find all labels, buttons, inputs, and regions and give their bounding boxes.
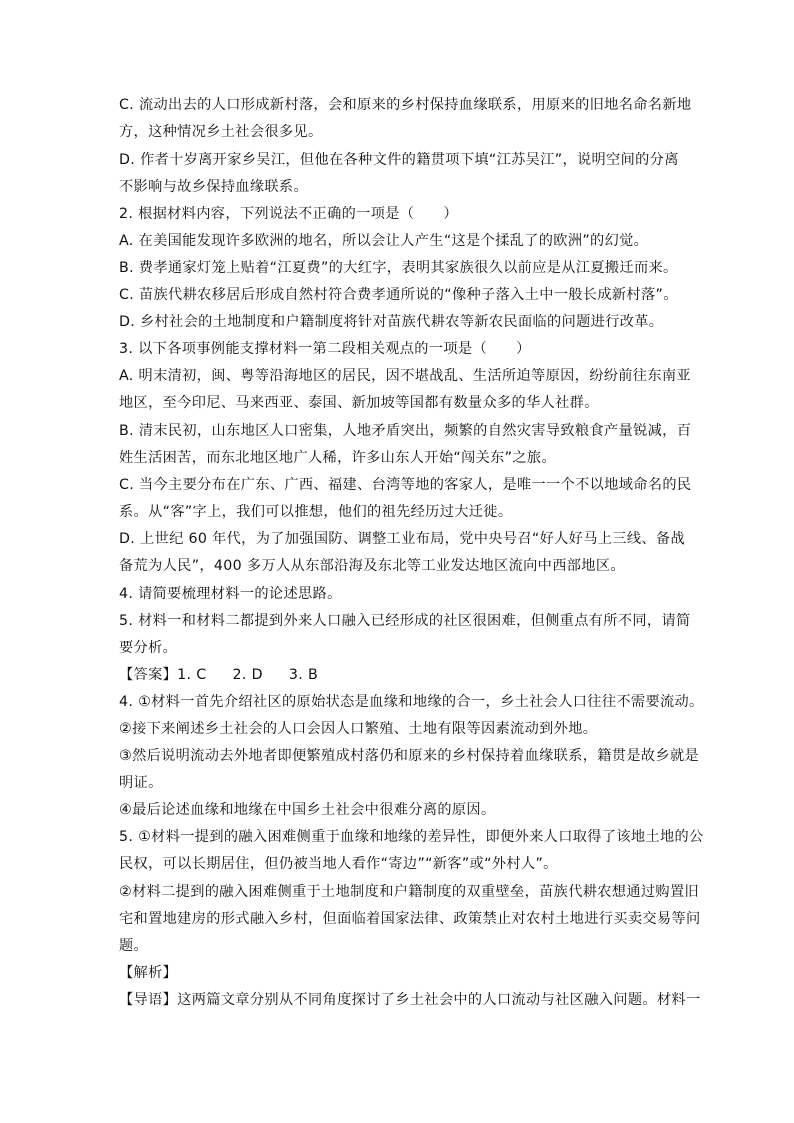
text-line: 地区，至今印尼、马来西亚、泰国、新加坡等国都有数量众多的华人社群。 <box>119 395 599 411</box>
question-5: 5. 材料一和材料二都提到外来人口融入已经形成的社区很困难，但侧重点有所不同，请简 <box>119 613 691 629</box>
question-2: 2. 根据材料内容，下列说法不正确的一项是（ ） <box>119 206 458 222</box>
text-line: 要分析。 <box>119 640 178 656</box>
text-line: D. 作者十岁离开家乡吴江，但他在各种文件的籍贯项下填“江苏吴江”，说明空间的分离 <box>119 152 679 168</box>
answer-label: 【答案】 <box>119 667 178 683</box>
text-line: 宅和置地建房的形式融入乡村，但面临着国家法律、政策禁止对农村土地进行买卖交易等问 <box>119 911 701 927</box>
text-line: ②材料二提到的融入困难侧重于土地制度和户籍制度的双重壁垒，苗族代耕农想通过购置旧 <box>119 884 700 900</box>
option-d: D. 乡村社会的土地制度和户籍制度将针对苗族代耕农等新农民面临的问题进行改革。 <box>119 314 664 330</box>
question-4: 4. 请简要梳理材料一的论述思路。 <box>119 586 342 602</box>
text-line: 备荒为人民”，400 多万人从东部沿海及东北等工业发达地区流向中西部地区。 <box>119 558 625 574</box>
answer-item: 3. B <box>288 667 319 683</box>
option-a: A. 明末清初，闽、粤等沿海地区的居民，因不堪战乱、生活所迫等原因，纷纷前往东南亚 <box>119 368 691 384</box>
text-line: 民权，可以长期居住，但仍被当地人看作“寄边”“新客”或“外村人”。 <box>119 856 558 872</box>
answer-4-line: 4. ①材料一首先介绍社区的原始状态是血缘和地缘的合一，乡土社会人口往往不需要流动。 <box>119 694 704 710</box>
text-line: C. 流动出去的人口形成新村落，会和原来的乡村保持血缘联系，用原来的旧地名命名新地 <box>119 97 692 113</box>
option-c: C. 苗族代耕农移居后形成自然村符合费孝通所说的“像种子落入土中一般长成新村落”。 <box>119 287 678 303</box>
answer-item: 2. D <box>232 667 263 683</box>
text-line: 方，这种情况乡土社会很多见。 <box>119 124 323 140</box>
analysis-heading: 【解析】 <box>119 965 178 981</box>
option-a: A. 在美国能发现许多欧洲的地名，所以会让人产生“这是个揉乱了的欧洲”的幻觉。 <box>119 233 649 249</box>
text-line: 系。从“客”字上，我们可以推想，他们的祖先经历过大迁徙。 <box>119 504 513 520</box>
option-c: C. 当今主要分布在广东、广西、福建、台湾等地的客家人，是唯一一个不以地域命名的民 <box>119 477 692 493</box>
option-b: B. 清末民初，山东地区人口密集，人地矛盾突出，频繁的自然灾害导致粮食产量锐减，百 <box>119 423 692 439</box>
text-line: 姓生活困苦，而东北地区地广人稀，许多山东人开始“闯关东”之旅。 <box>119 450 556 466</box>
text-line: 明证。 <box>119 775 163 791</box>
answer-line <box>119 665 689 685</box>
text-line: 题。 <box>119 938 149 954</box>
option-b: B. 费孝通家灯笼上贴着“江夏费”的大红字，表明其家族很久以前应是从江夏搬迁而来。 <box>119 260 678 276</box>
text-line: ③然后说明流动去外地者即便繁殖成村落仍和原来的乡村保持着血缘联系，籍贯是故乡就是 <box>119 748 700 764</box>
option-d: D. 上世纪 60 年代，为了加强国防、调整工业布局，党中央号召“好人好马上三线、备战 <box>119 531 685 547</box>
answer-5-line: 5. ①材料一提到的融入困难侧重于血缘和地缘的差异性，即便外来人口取得了该地土地的公 <box>119 829 704 845</box>
text-line: ②接下来阐述乡土社会的人口会因人口繁殖、土地有限等因素流动到外地。 <box>119 721 598 737</box>
text-line: 不影响与故乡保持血缘联系。 <box>119 179 308 195</box>
question-3: 3. 以下各项事例能支撑材料一第二段相关观点的一项是（ ） <box>119 341 531 357</box>
answer-item: 1. C <box>177 667 207 683</box>
text-line: ④最后论述血缘和地缘在中国乡土社会中很难分离的原因。 <box>119 802 496 818</box>
intro-line: 【导语】这两篇文章分别从不同角度探讨了乡土社会中的人口流动与社区融入问题。材料一 <box>119 992 701 1008</box>
